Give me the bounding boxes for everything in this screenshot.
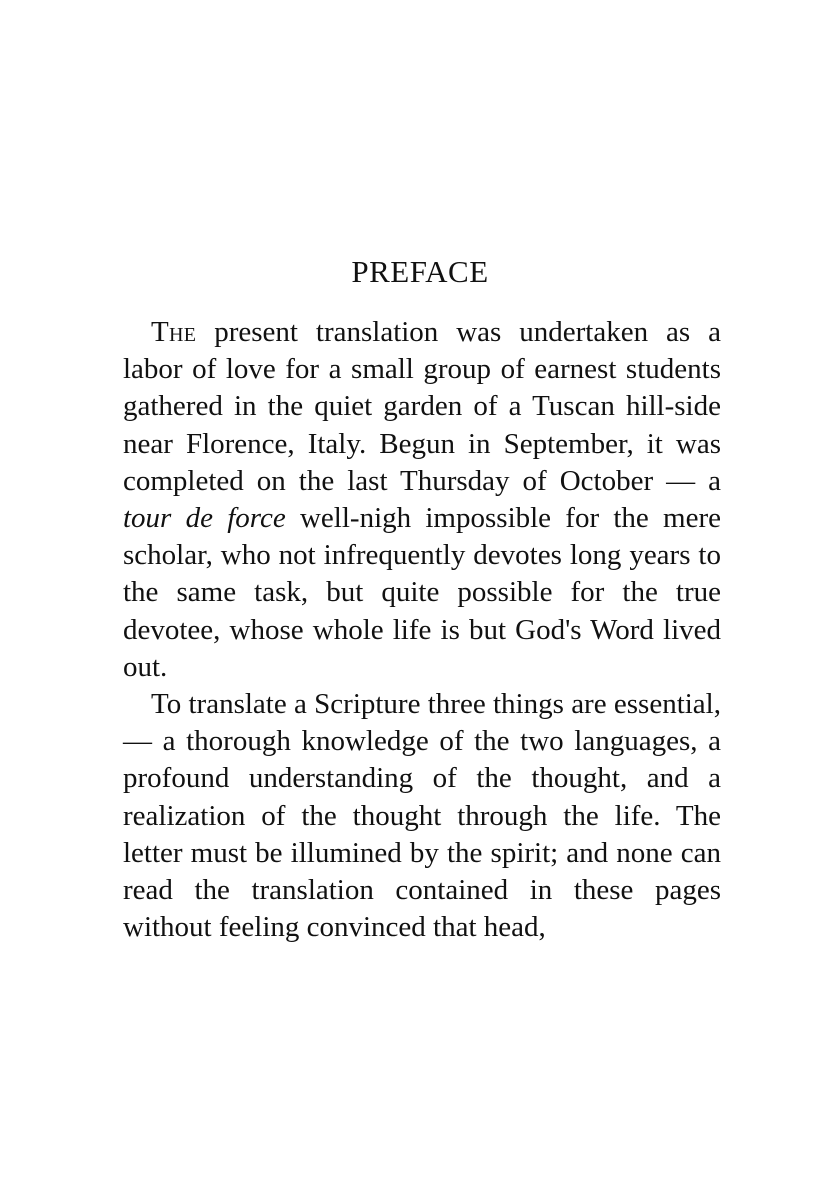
paragraph-1-text-b: well-nigh impossible for the mere scholar, who not infrequently devotes long years to the same task, but quite possible for the true devotee, whose whole life is but God's Word lived out. [123, 502, 721, 683]
paragraph-1-italic: tour de force [123, 502, 286, 535]
paragraph-1-lead: The [151, 316, 197, 348]
paragraph-2: To translate a Scripture three things are essential, — a thorough knowledge of the two languages, a profound understanding of the thought, and a realization of the thought through the life. The letter must be illumined by the spirit; and none can read the translation contained in these pages without feeling convinced that head, [123, 688, 721, 944]
page-title: PREFACE [351, 254, 489, 289]
paragraph-1-text-a: present translation was undertaken as a labor of love for a small group of earnest students gathered in the quiet garden of a Tuscan hill-side near Florence, Italy. Begun in September, it was completed on the last Thursday of October — a [123, 316, 721, 497]
preface-body [123, 314, 721, 946]
paragraph-1 [123, 314, 721, 686]
